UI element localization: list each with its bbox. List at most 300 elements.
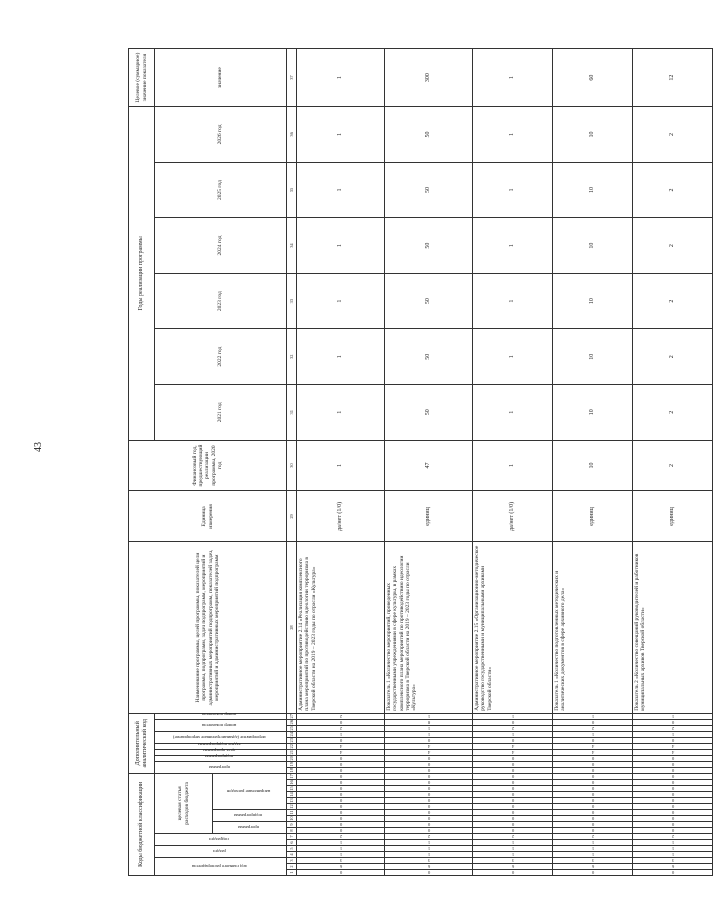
code-digit-cell — [633, 828, 713, 834]
col-number: 3 — [287, 858, 297, 864]
row-unit-cell: единиц — [553, 491, 633, 542]
code-digit: 0 — [511, 792, 514, 797]
code-digit-cell — [633, 792, 713, 798]
row-name-cell: Административное мероприятие 2.14 «Реализация комплексного плана мероприятий по противодействию идеологии терроризма в Тверской области на 2019 – 2023 годы по отрасли «Культура» — [297, 542, 385, 713]
code-digit-cell — [633, 761, 713, 767]
code-digit: 0 — [511, 774, 514, 779]
code-digit: 0 — [591, 792, 594, 797]
code-digit-cell — [553, 737, 633, 743]
row-unit-cell: да/нет (1/0) — [473, 491, 553, 542]
code-digit-cell — [553, 816, 633, 822]
code-digit-cell — [633, 864, 713, 870]
code-digit: 0 — [671, 786, 674, 791]
code-digit: 0 — [511, 786, 514, 791]
year-header-2021: 2021 год — [155, 384, 287, 440]
code-digit-cell — [553, 810, 633, 816]
code-digit-cell — [385, 858, 473, 864]
code-digit-cell — [297, 804, 385, 810]
direction-expense-subheader: направление расходов — [213, 773, 287, 809]
code-digit-cell — [385, 834, 473, 840]
code-digit-cell — [385, 719, 473, 725]
col-number: 2 — [287, 864, 297, 870]
code-digit: 1 — [671, 852, 674, 857]
year-header-2025: 2025 год — [155, 162, 287, 218]
col-number: 25 — [287, 725, 297, 731]
row-year-value-cell: 50 — [385, 162, 473, 218]
row-name-cell: Административное мероприятие 2.15 «Организационно-методическое руководство государственными и муниципальными архивами Тверской области» — [473, 542, 553, 713]
code-digit-cell — [633, 713, 713, 719]
code-digit-cell — [633, 816, 713, 822]
row-year-value-cell: 1 — [297, 162, 385, 218]
row-target-value-cell: 300 — [385, 49, 473, 107]
code-digit-cell — [553, 870, 633, 876]
code-digit-cell — [297, 719, 385, 725]
code-digit-cell — [385, 737, 473, 743]
code-digit: 0 — [671, 767, 674, 773]
code-digit-cell — [633, 755, 713, 761]
table-row — [473, 49, 553, 876]
code-digit-cell — [385, 846, 473, 852]
code-digit-cell — [385, 828, 473, 834]
row-year-value-cell: 1 — [473, 218, 553, 274]
code-digit-cell — [473, 786, 553, 792]
code-digit-cell — [385, 864, 473, 870]
col-number: 4 — [287, 852, 297, 858]
code-digit: 0 — [591, 767, 594, 773]
code-digit-cell — [473, 816, 553, 822]
table-row — [553, 49, 633, 876]
code-digit-cell — [633, 846, 713, 852]
code-digit: 0 — [591, 828, 594, 833]
row-year-value-cell: 10 — [553, 273, 633, 329]
col-number: 23 — [287, 737, 297, 743]
code-digit-cell — [633, 858, 713, 864]
code-digit: 2 — [511, 834, 514, 839]
row-target-value-cell: 60 — [553, 49, 633, 107]
year-header-2026: 2026 год — [155, 107, 287, 163]
col-number: 13 — [287, 798, 297, 804]
code-digit-cell — [473, 846, 553, 852]
code-digit-cell — [385, 749, 473, 755]
code-digit: 2 — [671, 725, 674, 731]
col-number: 14 — [287, 792, 297, 798]
code-digit: 0 — [339, 780, 342, 785]
add-indicator-header: номер показателя — [155, 719, 287, 731]
col-number: 30 — [287, 440, 297, 491]
code-digit: 0 — [339, 822, 342, 827]
code-digit: 0 — [671, 737, 674, 743]
code-digit: 1 — [671, 840, 674, 845]
add-goal-header: цель программы — [155, 749, 287, 755]
code-digit: 4 — [511, 749, 514, 755]
code-digit-cell — [385, 804, 473, 810]
code-digit-cell — [473, 810, 553, 816]
code-digit: 1 — [511, 731, 514, 737]
code-digit-cell — [633, 834, 713, 840]
code-digit: 1 — [671, 713, 674, 719]
code-digit: 0 — [339, 816, 342, 821]
code-digit: 0 — [671, 828, 674, 833]
code-digit: 0 — [427, 822, 430, 827]
code-digit-cell — [553, 840, 633, 846]
code-digit-cell — [385, 786, 473, 792]
code-digit-cell — [385, 713, 473, 719]
col-number: 29 — [287, 491, 297, 542]
code-digit-cell — [385, 773, 473, 779]
row-year-value-cell: 10 — [553, 384, 633, 440]
code-digit-cell — [633, 822, 713, 828]
code-digit: 0 — [511, 767, 514, 773]
code-digit-cell — [297, 725, 385, 731]
code-digit-cell — [553, 822, 633, 828]
row-name-cell: Показатель 1 «Количество мероприятий, проведенных государственными учреждениями в сфере культуры, в рамках комплексного плана мероприятий по противодействию идеологии терроризма в Тверской области на 2019 – 2023 годы по отрасли «Культура» — [385, 542, 473, 713]
code-digit: 1 — [511, 852, 514, 857]
code-digit: 0 — [671, 870, 674, 875]
code-digit: 0 — [671, 761, 674, 767]
code-digit-cell — [473, 731, 553, 737]
row-year-value-cell: 10 — [553, 162, 633, 218]
code-digit-cell — [553, 792, 633, 798]
code-digit: 0 — [339, 870, 342, 875]
code-digit-cell — [385, 755, 473, 761]
code-digit-cell — [553, 864, 633, 870]
code-digit: 0 — [591, 774, 594, 779]
code-digit: 1 — [591, 731, 594, 737]
col-number: 18 — [287, 767, 297, 773]
row-unit-cell: единиц — [633, 491, 713, 542]
code-digit-cell — [297, 798, 385, 804]
code-digit-cell — [553, 761, 633, 767]
code-digit: 3 — [511, 858, 514, 863]
code-digit: 3 — [591, 858, 594, 863]
subsection-header: подраздел — [155, 834, 287, 846]
code-digit-cell — [473, 864, 553, 870]
code-digit: 0 — [511, 719, 514, 725]
code-digit-cell — [297, 846, 385, 852]
code-digit-cell — [297, 713, 385, 719]
page-number: 43 — [33, 442, 44, 452]
code-digit: 0 — [591, 719, 594, 725]
name-column-header: Наименование программы, целей программы, показателей цели программы, подпрограмм, задач подпрограмм, мероприятий и административных мероприятий подпрограмм, показателей задач, мероприятий и административных мероприятий подпрограмм — [129, 542, 287, 713]
code-digit: 1 — [427, 725, 430, 731]
col-number: 8 — [287, 828, 297, 834]
code-digit-cell — [473, 828, 553, 834]
code-digit-cell — [633, 780, 713, 786]
code-digit: 0 — [591, 798, 594, 803]
year-header-2023: 2023 год — [155, 273, 287, 329]
col-number: 12 — [287, 804, 297, 810]
code-digit-cell — [553, 749, 633, 755]
code-digit-cell — [297, 858, 385, 864]
code-digit-cell — [473, 834, 553, 840]
code-digit-cell — [297, 810, 385, 816]
col-number: 33 — [287, 273, 297, 329]
code-digit: 1 — [339, 852, 342, 857]
code-digit: 4 — [591, 743, 594, 749]
code-digit: 4 — [591, 749, 594, 755]
code-digit-cell — [473, 749, 553, 755]
code-digit: 0 — [427, 798, 430, 803]
code-digit: 3 — [339, 858, 342, 863]
code-digit-cell — [385, 743, 473, 749]
code-digit: 6 — [339, 864, 342, 869]
code-digit-cell — [633, 840, 713, 846]
code-digit: 4 — [671, 749, 674, 755]
col-number: 27 — [287, 713, 297, 719]
code-digit: 0 — [511, 761, 514, 767]
code-digit-cell — [297, 731, 385, 737]
code-digit: 0 — [339, 755, 342, 761]
col-number: 16 — [287, 780, 297, 786]
code-digit: 1 — [427, 852, 430, 857]
code-digit-cell — [385, 792, 473, 798]
code-digit: 3 — [427, 858, 430, 863]
row-year-value-cell: 1 — [297, 273, 385, 329]
code-digit: 2 — [339, 725, 342, 731]
row-year-value-cell: 10 — [553, 107, 633, 163]
add-event-header: мероприятие (административное мероприятие) — [155, 731, 287, 743]
code-digit-cell — [553, 846, 633, 852]
code-digit: 0 — [591, 761, 594, 767]
code-digit-cell — [473, 852, 553, 858]
code-digit-cell — [633, 725, 713, 731]
code-digit-cell — [553, 858, 633, 864]
code-digit: 2 — [511, 725, 514, 731]
code-digit-cell — [297, 749, 385, 755]
code-digit: 0 — [427, 774, 430, 779]
row-unit-cell: единиц — [385, 491, 473, 542]
col-number: 17 — [287, 773, 297, 779]
code-digit: 1 — [591, 852, 594, 857]
col-number: 1 — [287, 870, 297, 876]
code-digit: 1 — [671, 846, 674, 851]
col-number: 19 — [287, 761, 297, 767]
code-digit-cell — [633, 767, 713, 773]
code-digit-cell — [473, 737, 553, 743]
code-digit: 2 — [591, 725, 594, 731]
code-digit: 0 — [671, 816, 674, 821]
code-digit: 0 — [671, 774, 674, 779]
code-digit-cell — [553, 834, 633, 840]
code-digit-cell — [385, 810, 473, 816]
code-digit-cell — [297, 870, 385, 876]
row-year-value-cell: 1 — [473, 273, 553, 329]
code-digit-cell — [297, 834, 385, 840]
code-digit: 0 — [591, 786, 594, 791]
code-digit-cell — [385, 852, 473, 858]
row-year-value-cell: 1 — [473, 162, 553, 218]
code-digit: 2 — [591, 834, 594, 839]
row-year-value-cell: 2 — [633, 329, 713, 385]
row-target-value-cell: 1 — [473, 49, 553, 107]
code-digit: 3 — [671, 858, 674, 863]
code-digit-cell — [385, 822, 473, 828]
code-digit: 0 — [427, 804, 430, 809]
rotated-table-sheet — [128, 48, 676, 876]
row-name-cell: Показатель 2 «Количество совещаний руководителей и работников муниципальных архивов Тверской области» — [633, 542, 713, 713]
code-digit-cell — [633, 719, 713, 725]
code-digit: 0 — [591, 780, 594, 785]
code-digit-cell — [385, 840, 473, 846]
additional-code-header: Дополнительный аналитический код — [129, 713, 155, 773]
col-number: 32 — [287, 329, 297, 385]
target-value-header: Целевое (суммарное) значение показателя — [129, 49, 155, 107]
row-target-value-cell: 1 — [297, 49, 385, 107]
code-digit-cell — [633, 749, 713, 755]
code-digit: 0 — [671, 798, 674, 803]
code-digit: 0 — [339, 767, 342, 773]
code-digit: 0 — [511, 828, 514, 833]
code-digit-cell — [633, 804, 713, 810]
code-digit: 1 — [339, 846, 342, 851]
code-digit-cell — [385, 725, 473, 731]
code-digit-cell — [297, 761, 385, 767]
year-header-2024: 2024 год — [155, 218, 287, 274]
code-digit: 0 — [427, 761, 430, 767]
code-digit-cell — [553, 755, 633, 761]
code-digit: 0 — [511, 822, 514, 827]
code-digit: 1 — [671, 731, 674, 737]
code-digit: 8 — [427, 719, 430, 725]
code-digit-cell — [297, 780, 385, 786]
row-year-value-cell: 1 — [297, 329, 385, 385]
row-unit-cell: да/нет (1/0) — [297, 491, 385, 542]
code-digit-cell — [297, 828, 385, 834]
code-digit: 1 — [591, 840, 594, 845]
code-digit-cell — [553, 828, 633, 834]
code-digit-cell — [633, 731, 713, 737]
row-year-value-cell: 50 — [385, 273, 473, 329]
code-digit-cell — [553, 798, 633, 804]
code-digit-cell — [553, 719, 633, 725]
code-digit: 4 — [427, 749, 430, 755]
code-digit: 0 — [427, 792, 430, 797]
code-digit-cell — [633, 810, 713, 816]
code-digit: 0 — [671, 719, 674, 725]
code-digit-cell — [473, 792, 553, 798]
code-digit-cell — [473, 804, 553, 810]
table-row — [633, 49, 713, 876]
code-digit: 0 — [427, 767, 430, 773]
code-digit-cell — [385, 767, 473, 773]
code-digit: 0 — [339, 786, 342, 791]
row-base-year-cell: 2 — [633, 440, 713, 491]
code-digit-cell — [553, 767, 633, 773]
code-digit: 0 — [339, 798, 342, 803]
row-year-value-cell: 2 — [633, 218, 713, 274]
code-digit-cell — [633, 870, 713, 876]
code-digit-cell — [385, 761, 473, 767]
add-number-header: номер показателя — [155, 713, 287, 719]
code-digit: 0 — [339, 774, 342, 779]
subprogram-subheader: подпрограмма — [213, 810, 287, 822]
code-digit-cell — [473, 798, 553, 804]
col-number: 5 — [287, 846, 297, 852]
program-subheader: программа — [213, 822, 287, 834]
code-digit: 6 — [671, 864, 674, 869]
code-digit-cell — [633, 773, 713, 779]
code-digit: 1 — [339, 840, 342, 845]
row-year-value-cell: 1 — [473, 384, 553, 440]
code-digit: 1 — [511, 840, 514, 845]
code-digit: 1 — [427, 713, 430, 719]
col-number: 37 — [287, 49, 297, 107]
code-digit-cell — [473, 870, 553, 876]
code-digit: 1 — [591, 846, 594, 851]
unit-column-header: Единица измерения — [129, 491, 287, 542]
col-number: 15 — [287, 786, 297, 792]
add-task-header: задача подпрограммы — [155, 743, 287, 749]
code-digit-cell — [633, 743, 713, 749]
code-digit-cell — [297, 840, 385, 846]
code-digit-cell — [385, 870, 473, 876]
section-header: раздел — [155, 846, 287, 858]
code-digit-cell — [473, 840, 553, 846]
code-digit: 0 — [671, 792, 674, 797]
code-digit: 1 — [591, 713, 594, 719]
codes-group-header: Коды бюджетной классификации — [129, 773, 155, 875]
code-digit-cell — [297, 792, 385, 798]
code-digit: 1 — [511, 713, 514, 719]
col-number: 34 — [287, 218, 297, 274]
code-digit: 0 — [591, 804, 594, 809]
col-number: 28 — [287, 542, 297, 713]
code-digit: 0 — [671, 810, 674, 815]
code-digit: 1 — [339, 731, 342, 737]
col-number: 10 — [287, 816, 297, 822]
code-digit: 0 — [511, 755, 514, 761]
code-digit-cell — [297, 822, 385, 828]
code-digit: 0 — [427, 737, 430, 743]
row-base-year-cell: 1 — [297, 440, 385, 491]
code-digit: 4 — [427, 743, 430, 749]
code-digit: 0 — [427, 828, 430, 833]
code-digit: 2 — [427, 834, 430, 839]
code-digit: 6 — [427, 864, 430, 869]
code-digit-cell — [297, 773, 385, 779]
code-digit: 6 — [591, 864, 594, 869]
code-digit: 0 — [427, 870, 430, 875]
code-digit: 0 — [427, 786, 430, 791]
row-year-value-cell: 2 — [633, 384, 713, 440]
code-digit: 0 — [427, 810, 430, 815]
code-digit: 0 — [339, 761, 342, 767]
code-digit-cell — [473, 773, 553, 779]
code-digit: 4 — [511, 743, 514, 749]
row-year-value-cell: 1 — [297, 107, 385, 163]
code-digit-cell — [297, 767, 385, 773]
code-digit-cell — [385, 780, 473, 786]
code-digit: 0 — [427, 755, 430, 761]
code-digit-cell — [553, 804, 633, 810]
col-number: 22 — [287, 743, 297, 749]
code-digit-cell — [297, 852, 385, 858]
row-year-value-cell: 1 — [473, 329, 553, 385]
row-year-value-cell: 1 — [473, 107, 553, 163]
col-number: 7 — [287, 834, 297, 840]
code-digit: 0 — [427, 816, 430, 821]
code-digit-cell — [553, 786, 633, 792]
row-target-value-cell: 12 — [633, 49, 713, 107]
code-digit-cell — [473, 822, 553, 828]
code-digit-cell — [473, 743, 553, 749]
code-digit: 0 — [339, 810, 342, 815]
code-digit: 0 — [511, 780, 514, 785]
target-article-header: целевая статья расходов бюджета — [155, 773, 213, 833]
table-row — [385, 49, 473, 876]
code-digit: 0 — [591, 822, 594, 827]
code-digit-cell — [473, 713, 553, 719]
